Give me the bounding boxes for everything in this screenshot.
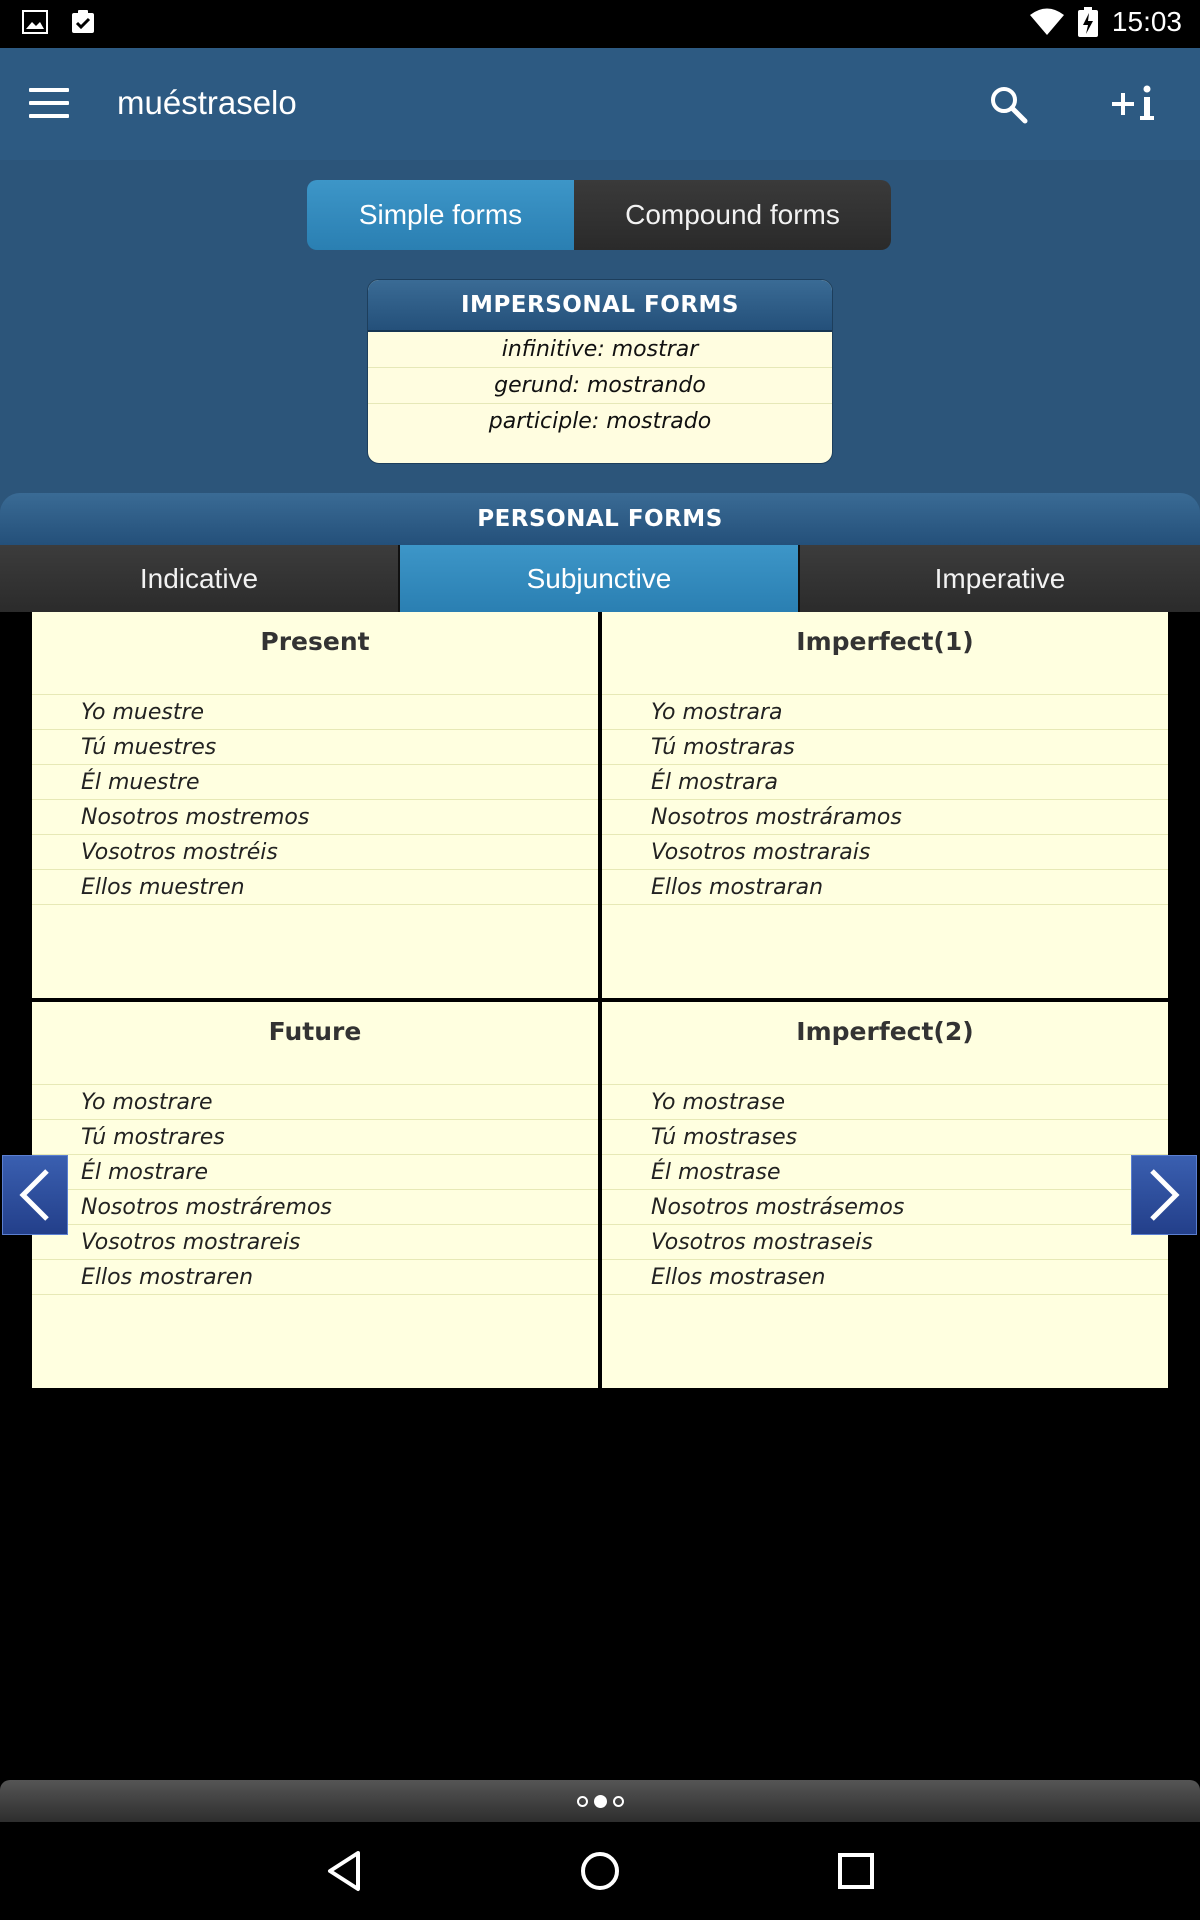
clipboard-check-icon (70, 10, 96, 34)
system-nav-bar (0, 1822, 1200, 1920)
conjugation-row: Nosotros mostremos (32, 800, 598, 835)
app-title: muéstraselo (117, 84, 297, 121)
conjugation-row: Él muestre (32, 765, 598, 800)
conjugation-row: Ellos mostrasen (602, 1260, 1168, 1295)
wifi-icon (1030, 8, 1064, 36)
conjugation-row: Él mostrare (32, 1155, 598, 1190)
recents-icon[interactable] (832, 1847, 880, 1895)
conjugation-row: Yo muestre (32, 695, 598, 730)
tab-subjunctive[interactable]: Subjunctive (400, 545, 800, 612)
tense-future (32, 1002, 598, 1388)
conjugation-row: Nosotros mostráramos (602, 800, 1168, 835)
next-page-button[interactable] (1131, 1155, 1197, 1235)
conjugation-row: Yo mostrara (602, 695, 1168, 730)
conjugation-row: Nosotros mostrásemos (602, 1190, 1168, 1225)
conjugation-row: Ellos mostraran (602, 870, 1168, 905)
app-bar (0, 48, 1200, 160)
conjugation-row: Ellos mostraren (32, 1260, 598, 1295)
conjugation-row: Ellos muestren (32, 870, 598, 905)
tense-present (32, 612, 598, 998)
conjugation-row: Vosotros mostraseis (602, 1225, 1168, 1260)
image-icon (22, 10, 48, 34)
menu-icon[interactable] (29, 88, 69, 120)
page-indicator (0, 1780, 1200, 1822)
tense-grid (32, 612, 1168, 1388)
chevron-left-icon (17, 1167, 53, 1223)
conjugation-row: Tú mostrases (602, 1120, 1168, 1155)
page-dot (613, 1796, 624, 1807)
form-type-toggle (307, 180, 891, 250)
tense-title: Future (268, 1016, 362, 1046)
tense-title: Present (260, 626, 370, 656)
battery-charging-icon (1078, 7, 1098, 37)
tense-title: Imperfect(2) (796, 1016, 974, 1046)
page-dot-active (594, 1795, 607, 1808)
tense-title: Imperfect(1) (796, 626, 974, 656)
home-icon[interactable] (576, 1847, 624, 1895)
add-info-icon[interactable] (1110, 80, 1158, 128)
conjugation-row: Nosotros mostráremos (32, 1190, 598, 1225)
conjugation-row: Vosotros mostrarais (602, 835, 1168, 870)
mood-tabs (0, 545, 1200, 612)
conjugation-row: Yo mostrare (32, 1085, 598, 1120)
tab-imperative[interactable]: Imperative (800, 545, 1200, 612)
impersonal-row: infinitive: mostrar (368, 332, 832, 368)
back-icon[interactable] (320, 1847, 368, 1895)
chevron-right-icon (1146, 1167, 1182, 1223)
conjugation-row: Yo mostrase (602, 1085, 1168, 1120)
conjugation-row: Él mostrase (602, 1155, 1168, 1190)
previous-page-button[interactable] (2, 1155, 68, 1235)
conjugation-row: Tú mostraras (602, 730, 1168, 765)
impersonal-row: participle: mostrado (488, 409, 712, 434)
tab-indicative[interactable]: Indicative (0, 545, 400, 612)
status-time: 15:03 (1111, 6, 1182, 37)
tense-imperfect-1 (602, 612, 1168, 998)
conjugation-row: Tú muestres (32, 730, 598, 765)
search-icon[interactable] (988, 84, 1028, 124)
conjugation-row: Tú mostrares (32, 1120, 598, 1155)
conjugation-row: Vosotros mostréis (32, 835, 598, 870)
conjugation-row: Vosotros mostrareis (32, 1225, 598, 1260)
compound-forms-button[interactable]: Compound forms (574, 180, 891, 250)
tense-imperfect-2 (602, 1002, 1168, 1388)
conjugation-row: Él mostrara (602, 765, 1168, 800)
status-bar (0, 0, 1200, 48)
impersonal-row: gerund: mostrando (368, 368, 832, 404)
page-dot (577, 1796, 588, 1807)
impersonal-forms-title: IMPERSONAL FORMS (368, 280, 832, 332)
impersonal-forms-card (367, 279, 833, 464)
personal-forms-title: PERSONAL FORMS (0, 493, 1200, 545)
simple-forms-button[interactable]: Simple forms (307, 180, 574, 250)
